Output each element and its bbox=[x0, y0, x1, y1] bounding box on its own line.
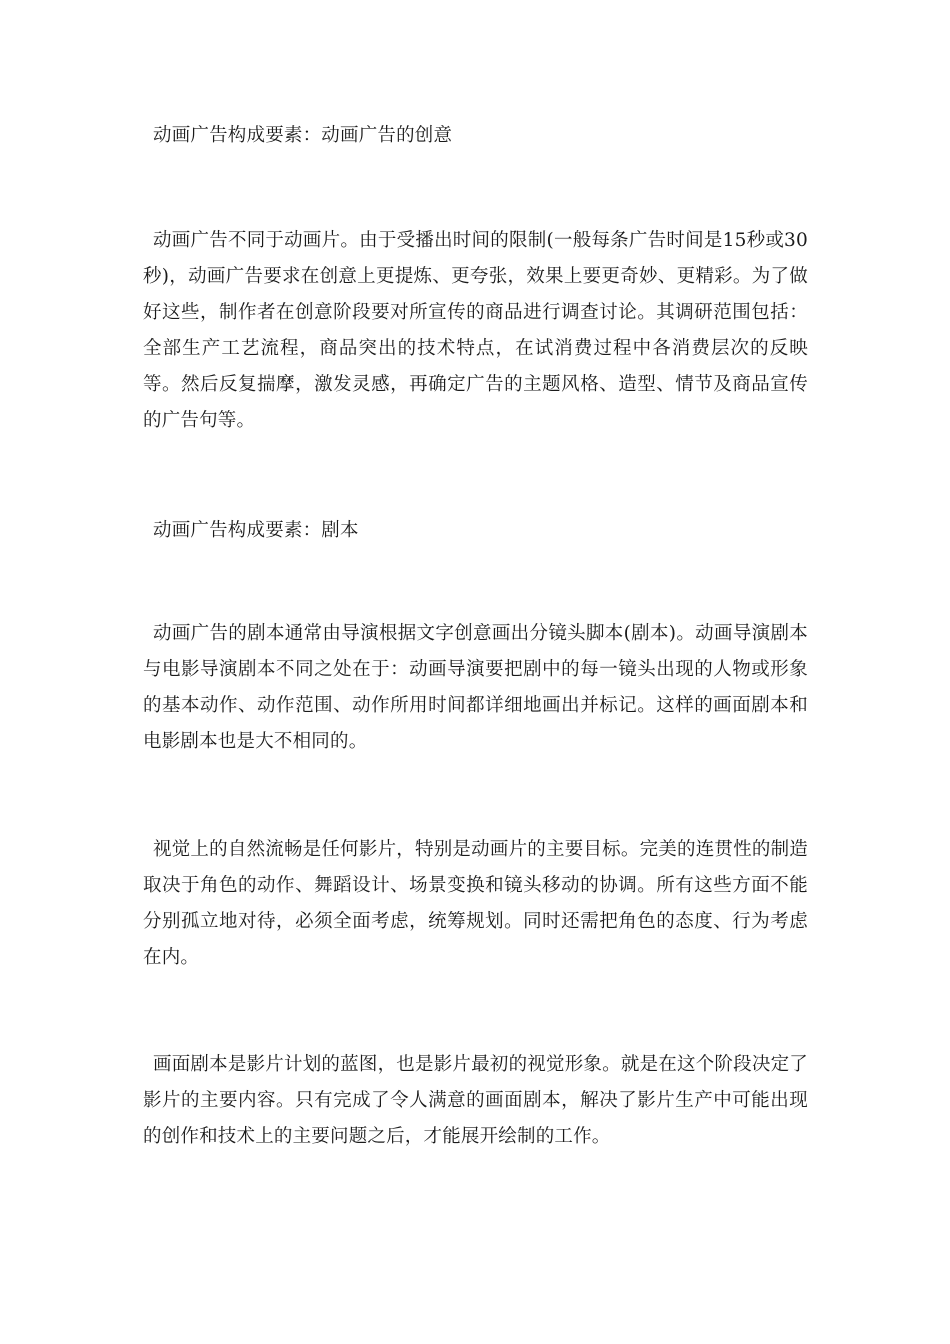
paragraph-visual-flow: 视觉上的自然流畅是任何影片，特别是动画片的主要目标。完美的连贯性的制造取决于角色的动作、舞蹈设计、场景变换和镜头移动的协调。所有这些方面不能分别孤立地对待，必须全面考虑，统筹规划。同时还需把角色的态度、行为考虑在内。 bbox=[143, 839, 808, 968]
section-heading-script: 动画广告构成要素：剧本 bbox=[153, 520, 359, 541]
paragraph-creative: 动画广告不同于动画片。由于受播出时间的限制(一般每条广告时间是15秒或30秒)，动画广告要求在创意上更提炼、更夸张，效果上要更奇妙、更精彩。为了做好这些，制作者在创意阶段要对所宣传的商品进行调查讨论。其调研范围包括：全部生产工艺流程，商品突出的技术特点，在试消费过程中各消费层次的反映等。然后反复揣摩，激发灵感，再确定广告的主题风格、造型、情节及商品宣传的广告句等。 bbox=[143, 230, 808, 431]
paragraph-storyboard: 画面剧本是影片计划的蓝图，也是影片最初的视觉形象。就是在这个阶段决定了影片的主要内容。只有完成了令人满意的画面剧本，解决了影片生产中可能出现的创作和技术上的主要问题之后，才能展开绘制的工作。 bbox=[143, 1054, 808, 1147]
section-heading-creative: 动画广告构成要素：动画广告的创意 bbox=[153, 125, 453, 146]
paragraph-script: 动画广告的剧本通常由导演根据文字创意画出分镜头脚本(剧本)。动画导演剧本与电影导演剧本不同之处在于：动画导演要把剧中的每一镜头出现的人物或形象的基本动作、动作范围、动作所用时间都详细地画出并标记。这样的画面剧本和电影剧本也是大不相同的。 bbox=[143, 623, 808, 752]
